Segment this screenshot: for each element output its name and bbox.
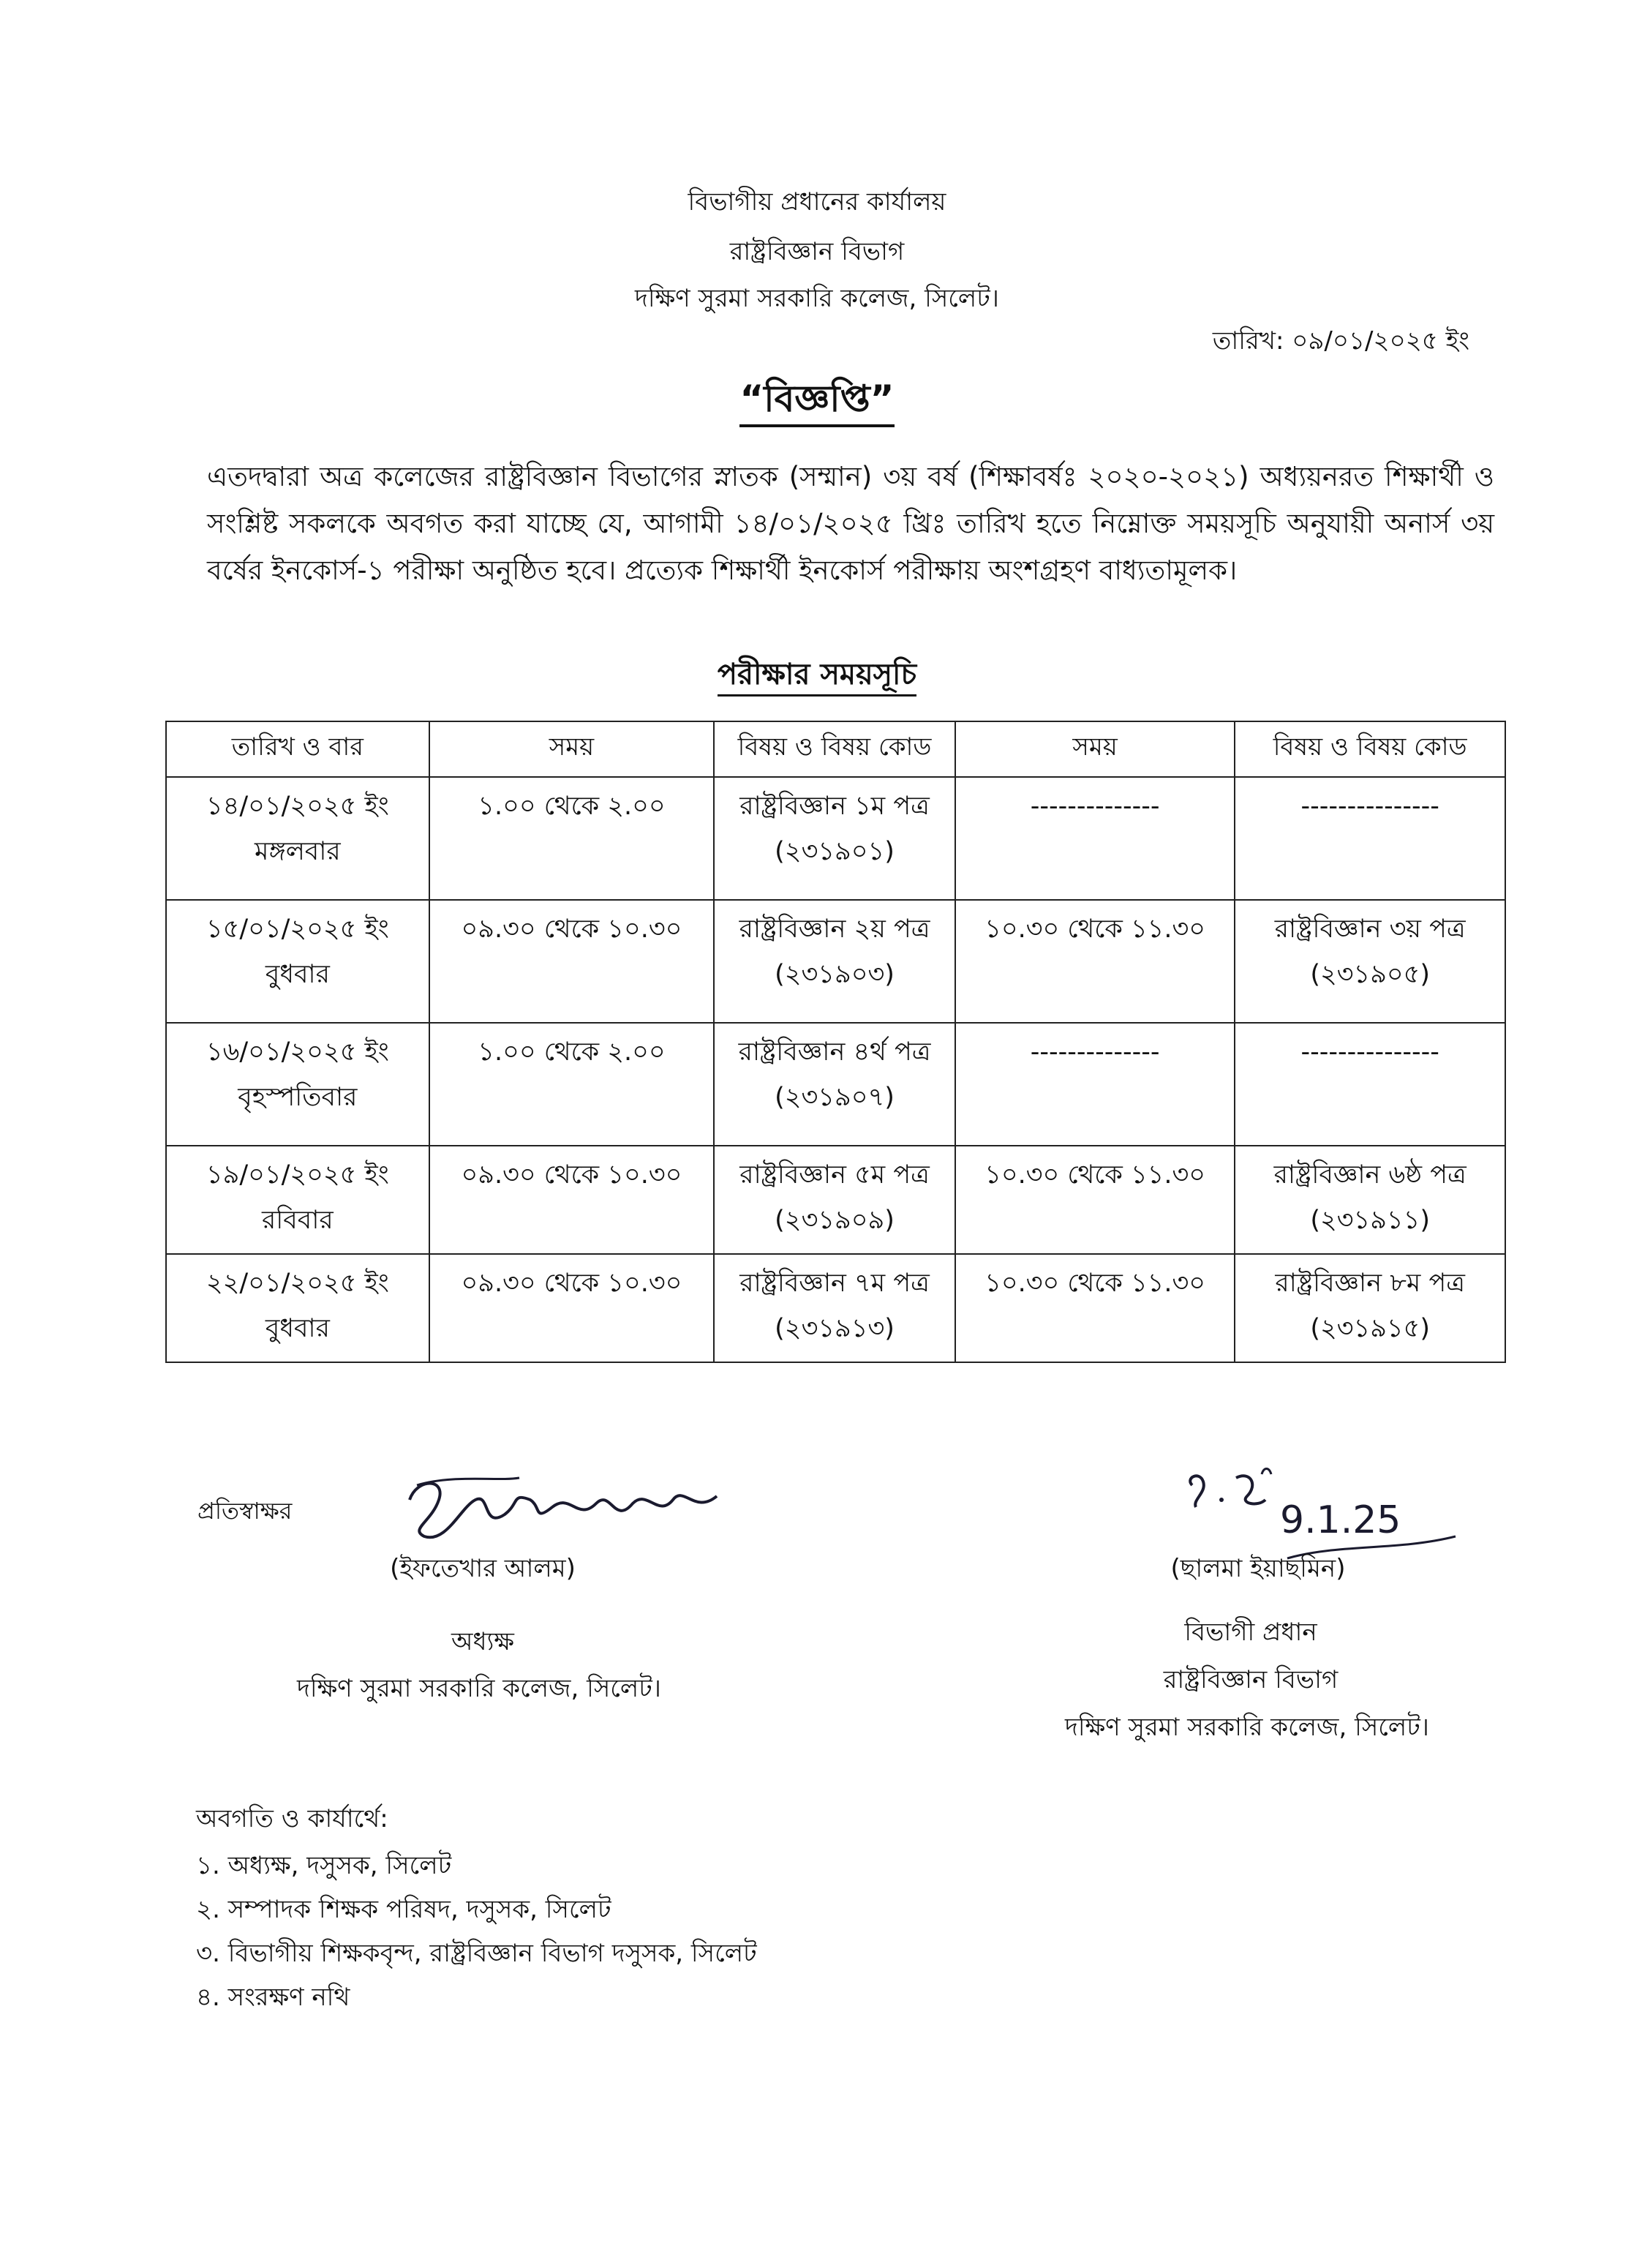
principal-title: অধ্যক্ষ <box>451 1627 514 1656</box>
time-cell: ০৯.৩০ থেকে ১০.৩০ <box>429 900 714 1023</box>
list-item: ২. সম্পাদক শিক্ষক পরিষদ, দসুসক, সিলেট <box>196 1895 611 1924</box>
notice-date: তারিখ: ০৯/০১/২০২৫ ইং <box>1212 326 1469 356</box>
exam-day: রবিবার <box>262 1206 334 1235</box>
principal-college: দক্ষিণ সুরমা সরকারি কলেজ, সিলেট। <box>297 1674 661 1703</box>
subject-cell <box>714 1023 955 1146</box>
notice-title-text: “বিজ্ঞপ্তি” <box>739 378 894 427</box>
list-item: ৪. সংরক্ষণ নথি <box>196 1983 350 2012</box>
copies-list <box>196 1844 757 2019</box>
exam-date: ১৯/০১/২০২৫ ইং <box>206 1160 389 1190</box>
subject-code: (২৩১৯০১) <box>775 837 895 866</box>
office-heading: বিভাগীয় প্রধানের কার্যালয় <box>688 187 946 217</box>
subject-cell <box>1235 1254 1505 1362</box>
department-heading: রাষ্ট্রবিজ্ঞান বিভাগ <box>729 237 905 266</box>
subject-code: (২৩১৯০৯) <box>775 1206 895 1235</box>
subject-code: (২৩১৯১৩) <box>775 1314 895 1343</box>
date-cell <box>166 777 429 900</box>
time-cell: ১০.৩০ থেকে ১১.৩০ <box>955 900 1235 1023</box>
head-title: বিভাগী প্রধান <box>1184 1618 1317 1647</box>
subject-name: রাষ্ট্রবিজ্ঞান ৩য় পত্র <box>1274 915 1466 944</box>
subject-cell <box>714 1254 955 1362</box>
exam-date: ১৫/০১/২০২৫ ইং <box>206 915 389 944</box>
list-item: ৩. বিভাগীয় শিক্ষকবৃন্দ, রাষ্ট্রবিজ্ঞান বিভাগ দসুসক, সিলেট <box>196 1939 757 1968</box>
college-heading: দক্ষিণ সুরমা সরকারি কলেজ, সিলেট। <box>635 284 999 313</box>
subject-name: রাষ্ট্রবিজ্ঞান ৭ম পত্র <box>739 1269 930 1298</box>
exam-day: বৃহস্পতিবার <box>238 1083 358 1112</box>
time-cell: ১.০০ থেকে ২.০০ <box>429 777 714 900</box>
time-cell: -------------- <box>955 777 1235 900</box>
subject-cell <box>1235 777 1505 900</box>
head-name: (ছালমা ইয়াছমিন) <box>1170 1554 1346 1583</box>
countersign-label: প্রতিস্বাক্ষর <box>197 1497 293 1525</box>
subject-code: (২৩১৯০৫) <box>1310 960 1431 989</box>
table-header-cell: সময় <box>429 721 714 777</box>
time-cell: -------------- <box>955 1023 1235 1146</box>
table-header-cell: বিষয় ও বিষয় কোড <box>1235 721 1505 777</box>
schedule-title-text: পরীক্ষার সময়সূচি <box>718 658 916 696</box>
table-header-cell: সময় <box>955 721 1235 777</box>
table-row <box>166 1254 1505 1362</box>
head-department: রাষ্ট্রবিজ্ঞান বিভাগ <box>1163 1665 1339 1694</box>
list-item: ১. অধ্যক্ষ, দসুসক, সিলেট <box>196 1851 452 1880</box>
exam-date: ১৬/০১/২০২৫ ইং <box>206 1037 389 1067</box>
exam-schedule-table <box>165 721 1506 1363</box>
subject-code: (২৩১৯০৭) <box>775 1083 895 1112</box>
table-row <box>166 1146 1505 1254</box>
exam-date: ১৪/০১/২০২৫ ইং <box>206 792 389 821</box>
subject-code: (২৩১৯১১) <box>1310 1206 1430 1235</box>
exam-day: মঙ্গলবার <box>255 837 341 866</box>
time-cell: ১.০০ থেকে ২.০০ <box>429 1023 714 1146</box>
time-cell: ১০.৩০ থেকে ১১.৩০ <box>955 1146 1235 1254</box>
table-header-cell: তারিখ ও বার <box>166 721 429 777</box>
head-college: দক্ষিণ সুরমা সরকারি কলেজ, সিলেট। <box>1065 1713 1429 1742</box>
date-cell <box>166 1023 429 1146</box>
subject-cell <box>1235 900 1505 1023</box>
subject-name: রাষ্ট্রবিজ্ঞান ৮ম পত্র <box>1275 1269 1465 1298</box>
date-cell <box>166 900 429 1023</box>
subject-name: রাষ্ট্রবিজ্ঞান ৫ম পত্র <box>739 1160 930 1190</box>
subject-cell <box>714 777 955 900</box>
copies-heading: অবগতি ও কার্যার্থে: <box>196 1804 388 1833</box>
signature-date: 9.1.25 <box>1280 1498 1401 1542</box>
subject-cell <box>1235 1023 1505 1146</box>
table-row <box>166 900 1505 1023</box>
table-header-cell: বিষয় ও বিষয় কোড <box>714 721 955 777</box>
subject-cell <box>714 900 955 1023</box>
table-row <box>166 777 1505 900</box>
schedule-title <box>0 651 1634 700</box>
date-cell <box>166 1146 429 1254</box>
subject-name: --------------- <box>1300 1037 1439 1067</box>
subject-name: রাষ্ট্রবিজ্ঞান ৪র্থ পত্র <box>738 1037 931 1067</box>
exam-day: বুধবার <box>265 960 330 989</box>
principal-signature <box>395 1463 731 1551</box>
exam-day: বুধবার <box>265 1314 330 1343</box>
subject-cell <box>714 1146 955 1254</box>
exam-date: ২২/০১/২০২৫ ইং <box>206 1269 389 1298</box>
notice-title <box>0 372 1634 432</box>
subject-cell <box>1235 1146 1505 1254</box>
table-header-row <box>166 721 1505 777</box>
subject-code: (২৩১৯১৫) <box>1310 1314 1430 1343</box>
date-cell <box>166 1254 429 1362</box>
subject-name: --------------- <box>1300 792 1439 821</box>
time-cell: ১০.৩০ থেকে ১১.৩০ <box>955 1254 1235 1362</box>
time-cell: ০৯.৩০ থেকে ১০.৩০ <box>429 1146 714 1254</box>
time-cell: ০৯.৩০ থেকে ১০.৩০ <box>429 1254 714 1362</box>
notice-body: এতদদ্বারা অত্র কলেজের রাষ্ট্রবিজ্ঞান বিভাগের স্নাতক (সম্মান) ৩য় বর্ষ (শিক্ষাবর্ষঃ ২০২০-২০২১) অধ্যয়নরত শিক্ষার্থী ও সংশ্লিষ্ট সকলকে অবগত করা যাচ্ছে যে, আগামী ১৪/০১/২০২৫ খ্রিঃ তারিখ হতে নিম্নোক্ত সময়সূচি অনুযায়ী অনার্স ৩য় বর্ষের ইনকোর্স-১ পরীক্ষা অনুষ্ঠিত হবে। প্রত্যেক শিক্ষার্থী ইনকোর্স পরীক্ষায় অংশগ্রহণ বাধ্যতামূলক। <box>207 461 1494 586</box>
table-row <box>166 1023 1505 1146</box>
subject-name: রাষ্ট্রবিজ্ঞান ২য় পত্র <box>739 915 930 944</box>
subject-name: রাষ্ট্রবিজ্ঞান ১ম পত্র <box>739 792 930 821</box>
subject-name: রাষ্ট্রবিজ্ঞান ৬ষ্ঠ পত্র <box>1273 1160 1467 1190</box>
principal-name: (ইফতেখার আলম) <box>390 1554 576 1583</box>
subject-code: (২৩১৯০৩) <box>775 960 895 989</box>
